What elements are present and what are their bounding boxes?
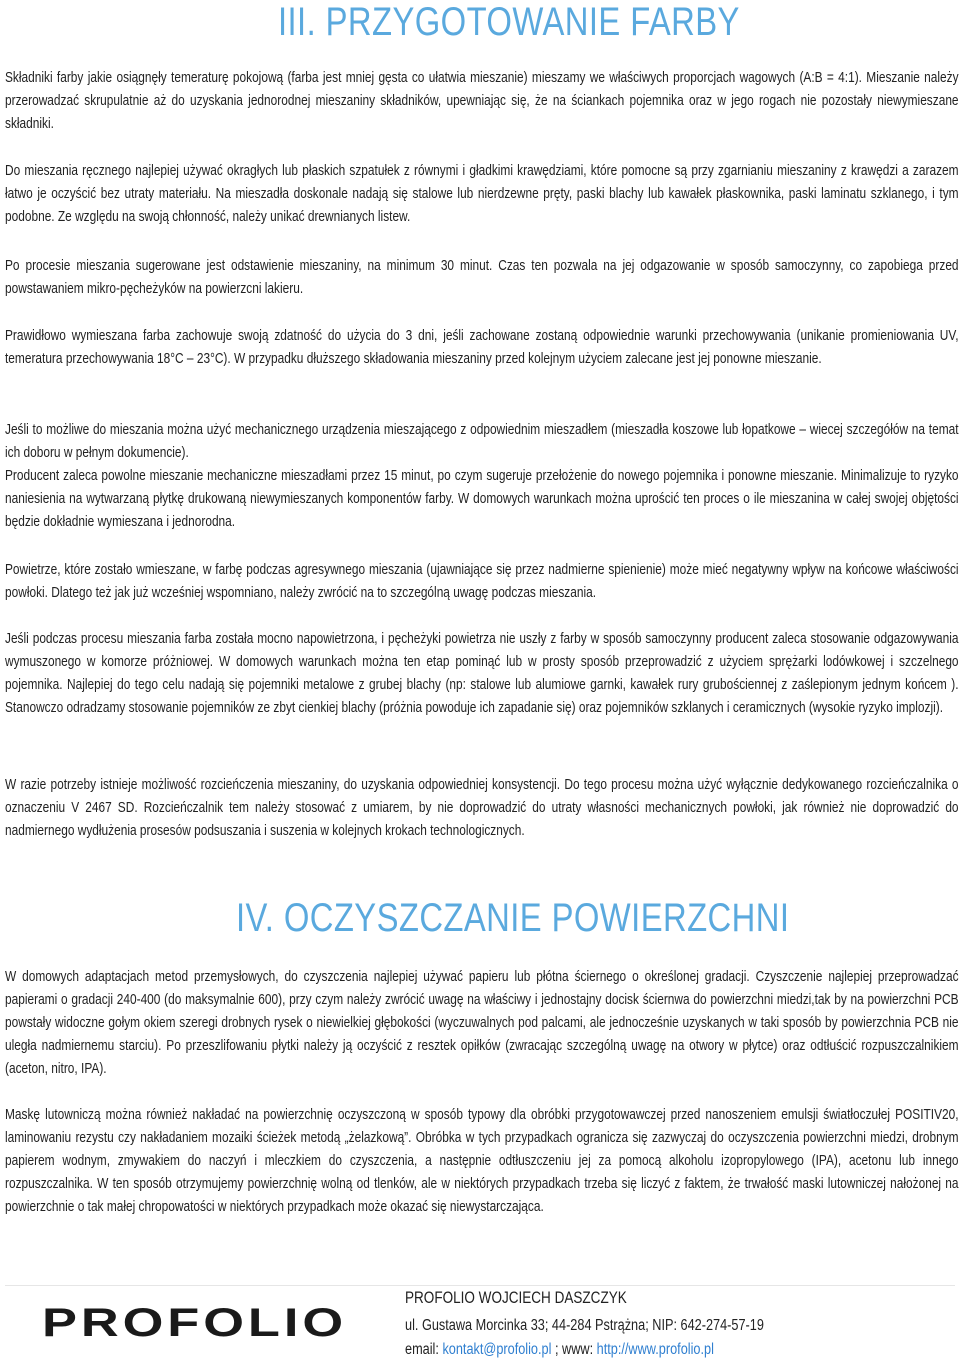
text-run: W przypadku dłuższego składowania mieszaniny przed kolejnym użyciem zalecane jest jej ponowne mieszanie. [230,351,822,367]
paragraph [5,559,959,605]
text-run: Powietrze, które zostało wmieszane, w farbę podczas agresywnego mieszania (ujawniające się przez nadmierne spienienie) może mieć negatywny wpływ na końcowe właściwości powłoki. [5,562,959,601]
text-run: Producent zaleca powolne mieszanie mechaniczne mieszadłami przez 15 minut, po czym sugeruje przełożenie do nowego pojemnika i ponowne mieszanie. Minimalizuje to ryzyko naniesienia na wytwarzaną płytkę drukowaną niewymieszanych komponentów farby. [5,468,959,507]
logo-wordmark: PROFOLIO [42,1302,347,1344]
section-heading-surface-cleaning: IV. OCZYSZCZANIE POWIERZCHNI [236,896,790,940]
text-run: Na mieszadła doskonale nadają się stalowe lub nierdzewne pręty, paski blachy lub kawałek płaskownika, paski laminatu szklanego, i tym podobne. Ze względu na swoją chłonność, należy unikać drewnianych listew. [5,186,959,225]
text-run: W ten sposób otrzymujemy powierzchnię wolną od tlenków, ale w niektórych przypadkach trzeba się liczyć z faktem, że trwałość maski lutowniczej nałożonej na powierzchnie o tak małej chropowatości w niektórych przypadkach może okazać się niewystarczająca. [5,1176,959,1215]
text-run: Po przeszlifowaniu płytki należy ją oczyścić z resztek opiłków (zwracając szczególną uwagę na otwory w płytce) oraz odtłuścić rozpuszczalnikiem (aceton, nitro, IPA). [5,1038,959,1077]
paragraph [5,419,959,465]
text-run: Czas ten pozwala na jej odgazowanie w sposób samoczynny, co zapobiega przed powstawaniem mikro-pęcheżyków na powierzcni lakieru. [5,258,959,297]
text-run: W domowych warunkach można ten etap pominąć lub w prosty sposób przeprowadzić z użyciem sprężarki lodówkowej i szczelnego pojemnika. [5,654,959,693]
paragraph [5,628,959,720]
text-run: Stanowczo odradzamy stosowanie pojemników ze zbyt cienkiej blachy (próżnia powoduje ich zapadanie się) oraz pojemników szklanych i ceramicznych (wysokie ryzyko implozji). [5,700,944,716]
paragraph [5,67,959,136]
paragraph [5,465,959,534]
text-run: Maskę lutowniczą można również nakładać na powierzchnię oczyszczoną w sposób typowy dla obróbki przygotowawczej przed nanoszeniem emulsji światłoczułej POSITIV20, laminowaniu rezystu czy nakładaniem mozaiki ścieżek metodą „żelazkową”. [5,1107,959,1146]
text-run: Najlepiej do tego celu nadają się pojemniki metalowe z grubej blachy (np: stalowe lub alumiowe garnki, kawałek rury grubościennej z zaślepionym jednym końcem ). [62,677,959,693]
text-run: Do tego procesu można użyć wyłącznie dedykowanego rozcieńczalnika o oznaczeniu V 2467 SD. [5,777,959,816]
text-run: W razie potrzeby istnieje możliwość rozcieńczenia mieszaniny, do uzyskania odpowiedniej konsystencji. [5,777,561,793]
profolio-logo [42,1302,352,1344]
paragraph [5,255,959,301]
paragraph [5,774,959,843]
website-link[interactable]: http://www.profolio.pl [596,1341,714,1358]
text-run: W domowych warunkach można uprościć ten proces o ile mieszanina w całej swojej objętości będzie dokładnie wymieszana i jednorodna. [5,491,959,530]
text-run: Prawidłowo wymieszana farba zachowuje swoją zdatność do użycia do 3 dni, jeśli zachowane zostaną odpowiednie warunki przechowywania (unikanie promieniowania UV, temeratura przechowywania 18°C – 23°C). [5,328,959,367]
text-run: Czyszczenie najlepiej przeprowadzać papierami o gradacji 240-400 (do maksymalnie 600), przy czym należy zwrócić uwagę na właściwy i jednostajny docisk ściernwa do powierzchni miedzi,tak by na powierzchni PCB powstały widoczne gołym okiem szeregi drobnych rysek o niewielkiej głębokości (wyczuwalnych pod palcami, ale jednocześnie uzyskanych w taki sposób by powierzchnia PCB nie uległa nadmiernemu starciu). [5,969,959,1054]
text-run: Składniki farby jakie osiągnęły temeraturę pokojową (farba jest mniej gęsta co ułatwia mieszanie) mieszamy we właściwych proporcjach wagowych (A:B = 4:1). Mieszanie należy przerowadzać skrupulatnie aż do uzyskania jednorodnej mieszaniny składników, upewniając się, że na ściankach pojemnika oraz w jego rogach nie pozostały niewymieszane składniki. [5,70,959,132]
text-run: Rozcieńczalnik tem należy stosować z umiarem, by nie doprowadzić do utraty własności mechanicznych powłoki, jak również nie doprowadzić do nadmiernego wydłużenia prosesów podsuszania i suszenia w kolejnych krokach technologicznych. [5,800,959,839]
text-run: Do mieszania ręcznego najlepiej używać okragłych lub płaskich szpatułek z równymi i gładkimi krawędziami, które pomocne są przy zgarnianiu mieszaniny z krawędzi a zarazem łatwo je oczyścić bez utraty materiału. [5,163,959,202]
section-heading-preparation: III. PRZYGOTOWANIE FARBY [278,0,740,44]
paragraph [5,160,959,229]
text-run: Jeśli podczas procesu mieszania farba została mocno napowietrzona, i pęcheżyki powietrza nie uszły z farby w sposób samoczynny producent zaleca stosowanie odgazowywania wymuszonego w komorze próżniowej. [5,631,959,670]
footer-address: ul. Gustawa Morcinka 33; 44-284 Pstrążna; NIP: 642-274-57-19 [405,1317,764,1334]
text-run: Dlatego też jak już wcześniej wspomniano, należy zwrócić na to szczególną uwagę podczas mieszania. [47,585,597,601]
text-run: Po procesie mieszania sugerowane jest odstawienie mieszaniny, na minimum 30 minut. [5,258,493,274]
paragraph [5,966,959,1081]
footer-company-name: PROFOLIO WOJCIECH DASZCZYK [405,1289,627,1307]
email-label: email: [405,1341,443,1358]
footer-contact [405,1341,714,1359]
text-run: W domowych adaptacjach metod przemysłowych, do czyszczenia najlepiej używać papieru lub płótna ściernego o określonej gradacji. [5,969,750,985]
www-label: ; www: [551,1341,597,1358]
paragraph [5,325,959,371]
paragraph [5,1104,959,1219]
text-run: Jeśli to możliwe do mieszania można użyć mechanicznego urządzenia mieszającego z odpowiednim mieszadłem (mieszadła koszowe lub łopatkowe – wiecej szczegółów na temat ich doboru w pełnym dokumencie). [5,422,959,461]
text-run: Obróbka w tych przypadkach ogranicza się zazwyczaj do oczyszczenia powierzchni miedzi, drobnym papierem wodnym, zmywakiem do naczyń i mleczkiem do czyszczenia, a następnie odtłuszczeniu jej za pomocą alkoholu izopropylowego (IPA), acetonu lub innego rozpuszczalnika. [5,1130,959,1192]
email-link[interactable]: kontakt@profolio.pl [442,1341,552,1358]
footer-divider [5,1285,955,1286]
